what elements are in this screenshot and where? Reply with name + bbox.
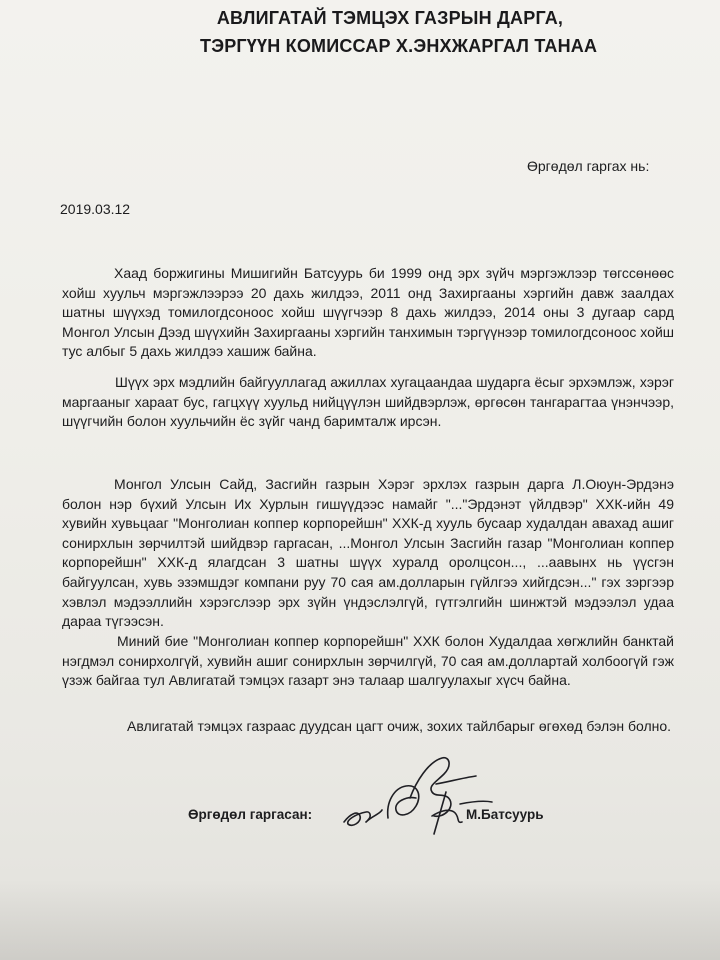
paragraph-4: Миний бие "Монголиан коппер корпорейшн" ХХК болон Худалдаа хөгжлийн банктай нэгдмэл сонирхолгүй, хувийн ашиг сонирхлын зөрчилгүй, 70 сая ам.доллартай холбоогүй гэж үзэж байгаа тул Авлигатай тэмцэх газарт энэ талаар шалгуулахыг хүсч байна. — [62, 633, 674, 689]
letter-date: 2019.03.12 — [60, 201, 131, 217]
paragraph-2: Шүүх эрх мэдлийн байгууллагад ажиллах хугацаандаа шударга ёсыг эрхэмлэж, хэрэг маргааныг хараат бус, гагцхүү хуульд нийцүүлэн шийдвэрлэж, өргөсөн тангарагтаа үнэнчээр, шүүгчийн болон хуульчийн ёс зүйг чанд баримталж ирсэн. — [62, 374, 674, 430]
signer-name: М.Батсуурь — [466, 807, 544, 822]
letter-heading — [200, 4, 598, 60]
heading-line-2: ТЭРГҮҮН КОМИССАР Х.ЭНХЖАРГАЛ ТАНАА — [200, 36, 598, 56]
heading-line-1: АВЛИГАТАЙ ТЭМЦЭХ ГАЗРЫН ДАРГА, — [216, 8, 564, 28]
paragraph-3: Монгол Улсын Сайд, Засгийн газрын Хэрэг эрхлэх газрын дарга Л.Оюун-Эрдэнэ болон нэр бүхий Улсын Их Хурлын гишүүдээс намайг "..."Эрдэнэт үйлдвэр" ХХК-ийн 49 хувийн хувьцааг "Монголиан коппер корпорейшн" ХХК-д хууль бусаар худалдан авахад ашиг сонирхлын зөрчилтэй шийдвэр гаргасан, ...Монгол Улсын Засгийн газар "Монголиан коппер корпорейшн" ХХК-д ялагдсан 3 шатны шүүх хуралд оролцсон..., ...аавынх нь үүсгэн байгуулсан, хувь эзэмшдэг компани руу 70 сая ам.долларын гүйлгээ хийгдсэн..." гэх зэргээр хэвлэл мэдээллийн хэрэгслээр эрх зүйн үндэслэлгүй, гүтгэлгийн шинжтэй мэдээлэл удаа дараа түгээсэн. — [62, 476, 674, 630]
page-shadow — [0, 880, 720, 960]
signature-label: Өргөдөл гаргасан: — [188, 807, 313, 822]
handwritten-signature — [336, 752, 506, 842]
paragraph-1: Хаад боржигины Мишигийн Батсуурь би 1999 онд эрх зүйч мэргэжлээр төгссөнөөс хойш хуульч мэргэжлээрээ 20 дахь жилдээ, 2011 онд Захиргааны хэргийн давж заалдах шатны шүүхэд томилогдсоноос хойш шүүгчээр 8 дахь жилдээ, 2014 оны 3 дугаар сард Монгол Улсын Дээд шүүхийн Захиргааны хэргийн танхимын тэргүүнээр томилогдсоноос хойш тус албыг 5 дахь жилдээ хашиж байна. — [62, 265, 674, 360]
paragraph-5: Авлигатай тэмцэх газраас дуудсан цагт очиж, зохих тайлбарыг өгөхөд бэлэн болно. — [127, 718, 672, 734]
petitioner-label: Өргөдөл гаргах нь: — [527, 158, 650, 174]
